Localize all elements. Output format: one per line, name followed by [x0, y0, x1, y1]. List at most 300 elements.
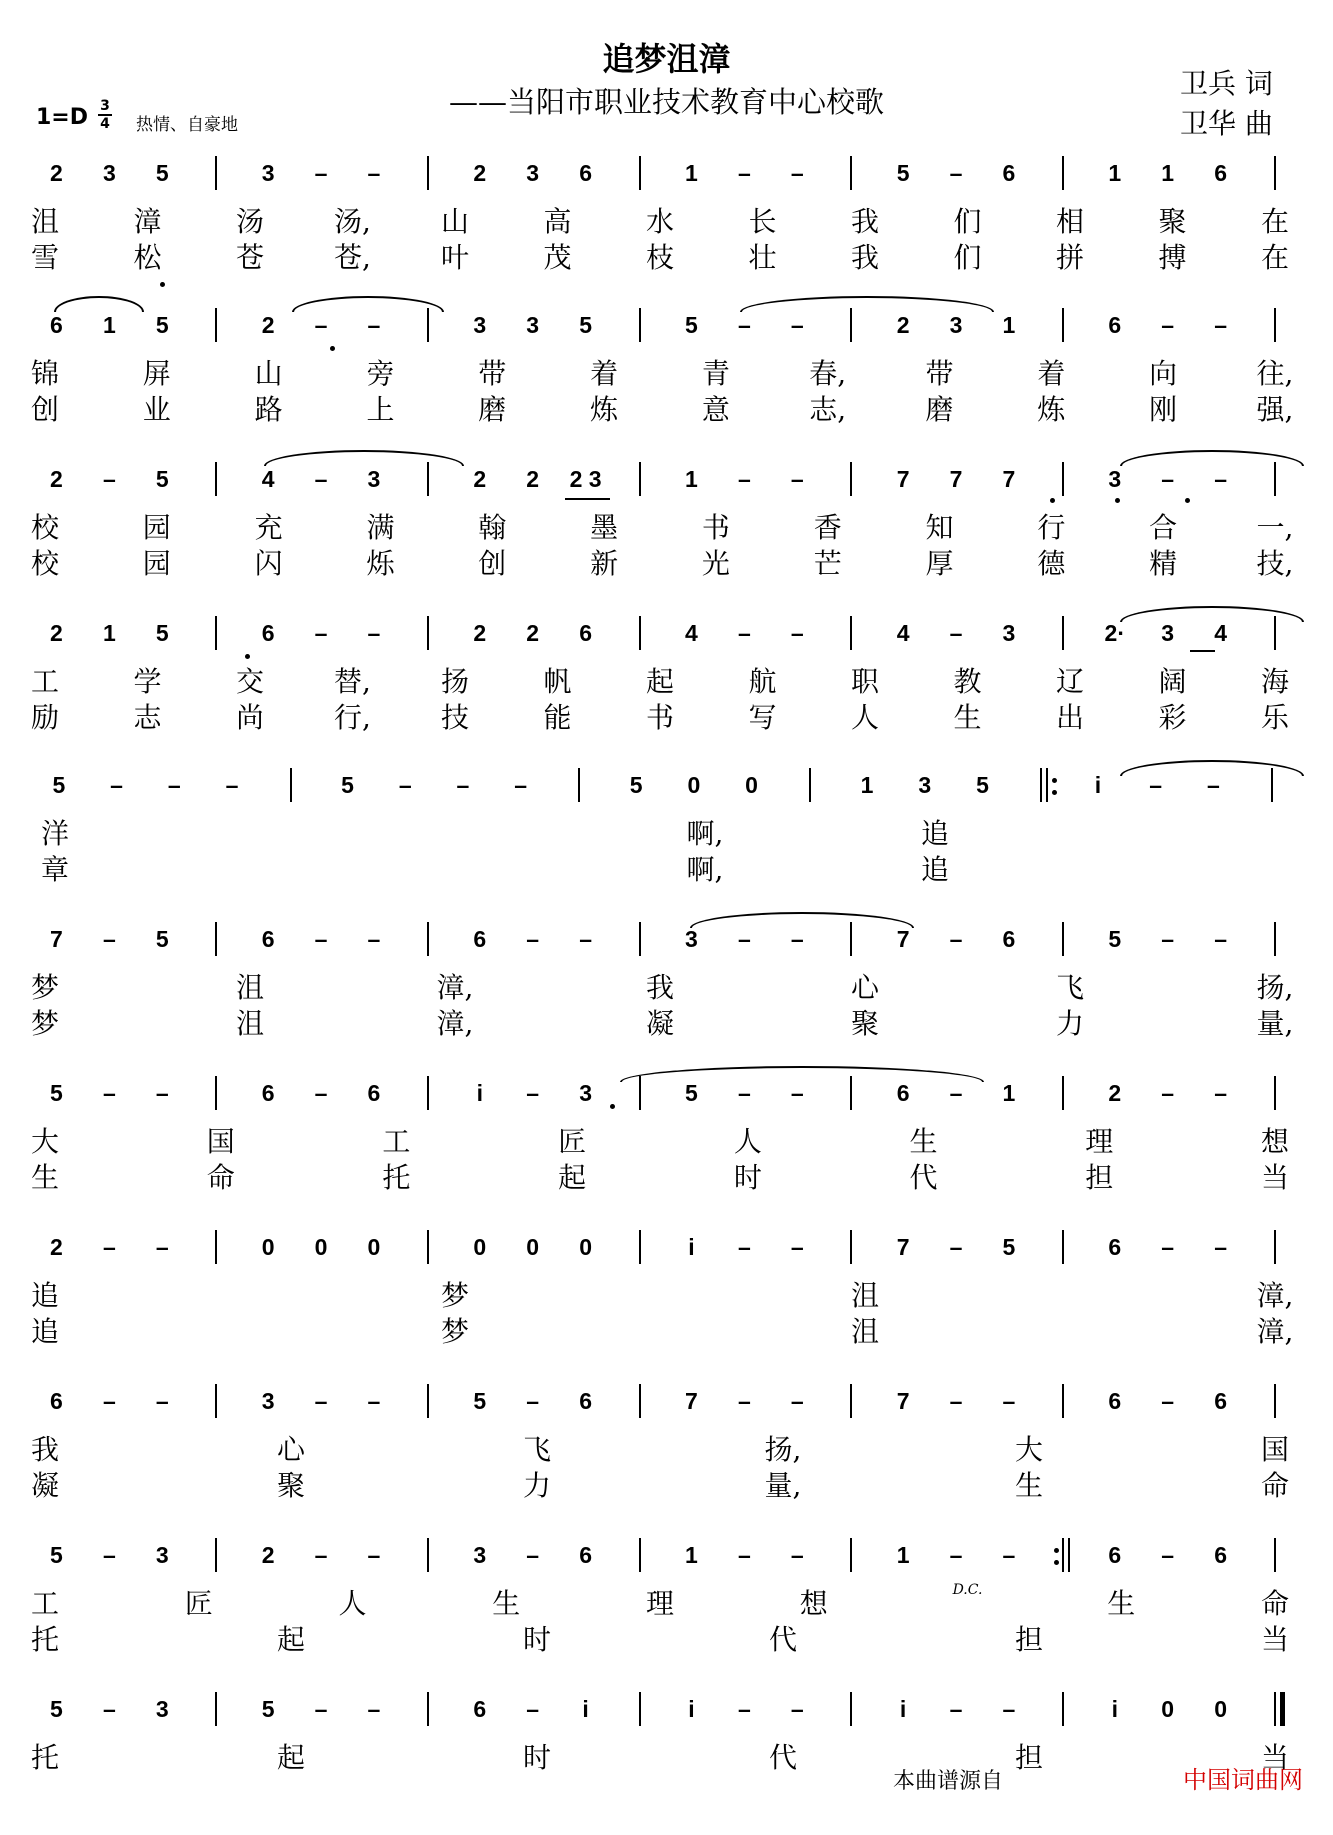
note: – — [737, 160, 751, 186]
lyric-syllable: 量, — [764, 1469, 802, 1502]
note: 5 — [52, 772, 66, 798]
lyric-syllable: 创 — [30, 393, 59, 426]
lyric-syllable: 命 — [1260, 1469, 1289, 1502]
page-subtitle: ——当阳市职业技术教育中心校歌 — [448, 85, 884, 119]
lyric-syllable: 屏 — [142, 357, 171, 390]
note: – — [949, 1542, 963, 1568]
lyric-syllable: 志 — [133, 701, 162, 734]
barline — [639, 156, 641, 190]
lyric-syllable: 一, — [1256, 511, 1294, 544]
note: – — [790, 1234, 804, 1260]
note: – — [790, 1080, 804, 1106]
note: – — [398, 772, 412, 798]
barline — [1062, 922, 1064, 956]
note: 5 — [579, 312, 592, 338]
note: – — [367, 1696, 381, 1722]
note: i — [582, 1696, 589, 1722]
octave-dot — [1185, 498, 1190, 503]
note: – — [737, 1234, 751, 1260]
barline — [639, 922, 641, 956]
note: 5 — [50, 1080, 63, 1106]
lyric-syllable: 刚 — [1149, 393, 1178, 426]
lyric-syllable: 业 — [142, 393, 171, 426]
lyric-syllable: 带 — [925, 357, 954, 390]
note: – — [367, 160, 381, 186]
note: 1 — [102, 312, 116, 338]
note: 2 — [50, 466, 63, 492]
underline-mark — [565, 498, 610, 500]
note: – — [367, 1388, 381, 1414]
lyric-syllable: 匠 — [558, 1125, 587, 1158]
lyric-syllable: 凝 — [645, 1007, 674, 1040]
note: – — [314, 1696, 328, 1722]
lyric-syllable: 满 — [366, 511, 395, 544]
barline — [427, 1230, 429, 1264]
tie-slur — [690, 912, 914, 928]
note: 1 — [896, 1542, 910, 1568]
note: – — [1206, 772, 1220, 798]
note: 5 — [155, 312, 169, 338]
note: – — [314, 466, 328, 492]
lyric-syllable: 担 — [1085, 1161, 1114, 1194]
note: 2· — [1104, 620, 1125, 646]
note: 5 — [1002, 1234, 1016, 1260]
lyric-syllable: 海 — [1260, 665, 1289, 698]
note: – — [1002, 1542, 1016, 1568]
tie-slur — [740, 296, 994, 312]
barline — [215, 922, 217, 956]
note: – — [314, 1080, 328, 1106]
note: – — [314, 160, 328, 186]
note: 6 — [1108, 1542, 1122, 1568]
lyric-syllable: 工 — [30, 1587, 59, 1620]
note: 5 — [685, 1080, 698, 1106]
lyric-syllable: 校 — [30, 511, 59, 544]
note: 7 — [896, 926, 910, 952]
lyric-syllable: 生 — [492, 1587, 521, 1620]
tempo-marking: 热情、自豪地 — [136, 115, 238, 135]
lyric-syllable: 交 — [235, 665, 264, 698]
lyric-syllable: 托 — [30, 1623, 59, 1656]
barline — [850, 308, 852, 342]
note: 2 — [526, 466, 540, 492]
note: 1 — [685, 1542, 698, 1568]
note: – — [949, 1696, 963, 1722]
note: – — [1161, 1542, 1175, 1568]
note: 6 — [1108, 1234, 1122, 1260]
lyric-syllable: 锦 — [30, 357, 59, 390]
lyric-syllable: 我 — [850, 205, 879, 238]
lyric-syllable: 烁 — [366, 547, 395, 580]
note: – — [102, 1234, 116, 1260]
lyric-syllable: 技 — [440, 701, 469, 734]
note: 6 — [1002, 926, 1016, 952]
note: 0 — [1161, 1696, 1175, 1722]
barline — [427, 308, 429, 342]
note: 6 — [579, 1388, 592, 1414]
barline — [1274, 1384, 1276, 1418]
time-signature-top: 3 — [98, 98, 112, 116]
lyric-syllable: 校 — [30, 547, 59, 580]
barline-double — [1280, 1692, 1285, 1726]
lyric-syllable: 力 — [522, 1469, 551, 1502]
lyric-syllable: 们 — [953, 205, 982, 238]
lyric-syllable: 大 — [30, 1125, 59, 1158]
tie-slur — [264, 450, 464, 466]
note: – — [1214, 312, 1227, 338]
note: – — [1214, 1080, 1227, 1106]
lyric-syllable: 茂 — [543, 241, 572, 274]
lyric-syllable: 写 — [748, 701, 777, 734]
note: 4 — [1214, 620, 1227, 646]
lyric-syllable: 充 — [254, 511, 283, 544]
note: 6 — [579, 620, 592, 646]
lyric-syllable: 国 — [206, 1125, 235, 1158]
lyric-syllable: 汤, — [334, 205, 371, 238]
note: – — [790, 312, 804, 338]
note: – — [314, 926, 328, 952]
lyric-syllable: 香 — [813, 511, 842, 544]
note: 7 — [896, 1234, 910, 1260]
note: – — [1214, 926, 1227, 952]
note: 5 — [341, 772, 354, 798]
note: – — [1161, 1388, 1175, 1414]
note: 3 — [685, 926, 698, 952]
note: – — [314, 620, 328, 646]
note: – — [1161, 466, 1175, 492]
lyric-syllable: 合 — [1149, 511, 1178, 544]
lyric-syllable: 漳, — [436, 971, 474, 1004]
note: 0 — [261, 1234, 275, 1260]
barline — [215, 1692, 217, 1726]
lyric-syllable: 着 — [590, 357, 619, 390]
note: 3 — [579, 1080, 592, 1106]
note: 6 — [579, 160, 592, 186]
lyric-syllable: 生 — [1107, 1587, 1136, 1620]
barline — [215, 1538, 217, 1572]
note: 0 — [1214, 1696, 1227, 1722]
barline — [427, 1538, 429, 1572]
barline — [850, 1384, 852, 1418]
note: i — [1094, 772, 1102, 798]
barline — [427, 1692, 429, 1726]
lyric-syllable: 沮 — [235, 971, 264, 1004]
barline — [215, 462, 217, 496]
barline — [215, 1384, 217, 1418]
lyric-syllable: 炼 — [1037, 393, 1066, 426]
note: – — [102, 1388, 116, 1414]
note: – — [367, 926, 381, 952]
barline — [1062, 462, 1064, 496]
barline — [850, 1538, 852, 1572]
lyric-syllable: 人 — [733, 1125, 762, 1158]
lyric-syllable: 搏 — [1158, 241, 1187, 274]
lyric-syllable: 生 — [953, 701, 982, 734]
lyric-syllable: 生 — [30, 1161, 59, 1194]
lyric-syllable: 青 — [701, 357, 730, 390]
barline — [1274, 462, 1276, 496]
lyricist-credit: 卫兵 词 — [1180, 67, 1273, 100]
barline — [427, 462, 429, 496]
lyric-syllable: 人 — [850, 701, 879, 734]
lyric-syllable: 园 — [142, 511, 171, 544]
note: 6 — [261, 1080, 275, 1106]
composer-credit: 卫华 曲 — [1180, 107, 1273, 140]
note: 3 — [526, 312, 540, 338]
lyric-syllable: 追 — [30, 1279, 59, 1312]
tie-slur — [54, 296, 144, 312]
lyric-syllable: 代 — [768, 1623, 797, 1656]
note: – — [949, 1234, 963, 1260]
note: 2 — [50, 160, 63, 186]
lyric-syllable: 扬, — [764, 1433, 802, 1466]
note: – — [737, 1388, 751, 1414]
lyric-syllable: 新 — [590, 547, 619, 580]
lyric-syllable: 啊, — [686, 853, 724, 886]
note: – — [102, 926, 116, 952]
lyric-syllable: 励 — [30, 701, 59, 734]
note: – — [790, 1696, 804, 1722]
note: – — [456, 772, 470, 798]
lyric-syllable: 辽 — [1055, 665, 1084, 698]
note: 6 — [1002, 160, 1016, 186]
note: – — [155, 1234, 169, 1260]
octave-dot — [245, 654, 250, 659]
barline — [1062, 616, 1064, 650]
barline — [215, 1076, 217, 1110]
note: 1 — [1002, 1080, 1016, 1106]
lyric-syllable: 替, — [334, 665, 371, 698]
note: 0 — [526, 1234, 540, 1260]
note: 6 — [1214, 160, 1227, 186]
barline — [1062, 1230, 1064, 1264]
note: 5 — [629, 772, 643, 798]
note: i — [688, 1696, 695, 1722]
note: 6 — [896, 1080, 910, 1106]
barline — [427, 1384, 429, 1418]
note: – — [1002, 1696, 1016, 1722]
barline — [1274, 308, 1276, 342]
note: 6 — [367, 1080, 381, 1106]
lyric-syllable: 我 — [645, 971, 674, 1004]
note: – — [949, 620, 963, 646]
note: i — [688, 1234, 695, 1260]
lyric-syllable: 托 — [382, 1161, 411, 1194]
lyric-syllable: 学 — [133, 665, 162, 698]
note: 3 — [473, 312, 487, 338]
lyric-syllable: 乐 — [1260, 701, 1289, 734]
note: 3 — [1108, 466, 1122, 492]
note: 6 — [1214, 1542, 1227, 1568]
note: 5 — [896, 160, 910, 186]
lyric-syllable: 强, — [1256, 393, 1294, 426]
lyric-syllable: 壮 — [748, 241, 777, 274]
lyric-syllable: 能 — [543, 701, 572, 734]
note: 3 — [155, 1542, 169, 1568]
note: – — [737, 1080, 751, 1106]
repeat-dot — [1054, 1548, 1059, 1553]
note: 4 — [685, 620, 698, 646]
lyric-syllable: 园 — [142, 547, 171, 580]
lyric-syllable: 书 — [701, 511, 730, 544]
barline — [1062, 1538, 1064, 1572]
note: – — [367, 620, 381, 646]
lyric-syllable: 漳, — [1256, 1279, 1294, 1312]
note: – — [737, 926, 751, 952]
octave-dot — [330, 346, 335, 351]
tie-slur — [1120, 760, 1304, 776]
lyric-syllable: 漳, — [1256, 1315, 1294, 1348]
note: – — [514, 772, 528, 798]
octave-dot — [1115, 498, 1120, 503]
barline — [215, 308, 217, 342]
note: – — [526, 1388, 540, 1414]
note: – — [790, 1388, 804, 1414]
note: 5 — [50, 1542, 63, 1568]
lyric-syllable: 凝 — [30, 1469, 59, 1502]
note: 0 — [687, 772, 701, 798]
lyric-syllable: 叶 — [440, 241, 469, 274]
note: 4 — [896, 620, 910, 646]
lyric-syllable: 起 — [276, 1741, 305, 1774]
note: – — [526, 1080, 540, 1106]
lyric-syllable: 我 — [30, 1433, 59, 1466]
lyric-syllable: 理 — [645, 1587, 674, 1620]
lyric-syllable: 枝 — [645, 241, 674, 274]
lyric-syllable: 在 — [1260, 205, 1289, 238]
note: 1 — [685, 160, 698, 186]
lyric-syllable: 想 — [1260, 1125, 1289, 1158]
lyric-syllable: 生 — [909, 1125, 938, 1158]
lyric-syllable: 我 — [850, 241, 879, 274]
lyric-syllable: 职 — [850, 665, 879, 698]
lyric-syllable: 梦 — [440, 1315, 469, 1348]
lyric-syllable: 扬, — [1256, 971, 1294, 1004]
note: – — [1161, 312, 1175, 338]
barline — [850, 1692, 852, 1726]
note: – — [1002, 1388, 1016, 1414]
lyric-syllable: 人 — [338, 1587, 367, 1620]
note: 3 — [261, 1388, 275, 1414]
lyric-syllable: 芒 — [813, 547, 842, 580]
note: 5 — [1108, 926, 1122, 952]
note: 3 — [949, 312, 963, 338]
tie-slur — [1120, 450, 1304, 466]
note: – — [225, 772, 239, 798]
lyric-syllable: 章 — [40, 853, 69, 886]
lyric-syllable: 理 — [1085, 1125, 1114, 1158]
note: – — [102, 1542, 116, 1568]
note: – — [737, 466, 751, 492]
barline — [1062, 156, 1064, 190]
note: – — [790, 466, 804, 492]
note: 7 — [949, 466, 963, 492]
lyric-syllable: 聚 — [1158, 205, 1187, 238]
tie-slur — [620, 1066, 984, 1082]
note: 1 — [1161, 160, 1175, 186]
lyric-syllable: 山 — [440, 205, 469, 238]
note: 3 — [526, 160, 540, 186]
note: 2 — [473, 620, 487, 646]
lyric-syllable: 尚 — [235, 701, 264, 734]
note: – — [102, 466, 116, 492]
barline-double — [1046, 768, 1048, 802]
barline — [1062, 1384, 1064, 1418]
lyric-syllable: 高 — [543, 205, 572, 238]
lyric-syllable: 担 — [1014, 1623, 1043, 1656]
lyric-syllable: 松 — [133, 241, 162, 274]
note: i — [899, 1696, 907, 1722]
note: 7 — [1002, 466, 1016, 492]
barline-double — [1068, 1538, 1070, 1572]
note: – — [155, 1388, 169, 1414]
lyric-syllable: 沮 — [850, 1315, 879, 1348]
note: 3 — [367, 466, 381, 492]
note: 2 — [50, 1234, 63, 1260]
lyric-syllable: 上 — [366, 393, 395, 426]
note: 3 — [155, 1696, 169, 1722]
note: 5 — [155, 620, 169, 646]
lyric-syllable: 着 — [1037, 357, 1066, 390]
lyric-syllable: 起 — [276, 1623, 305, 1656]
lyric-syllable: 命 — [1260, 1587, 1289, 1620]
lyric-syllable: 时 — [522, 1623, 551, 1656]
note: 6 — [579, 1542, 592, 1568]
note: 6 — [473, 926, 487, 952]
note: 5 — [685, 312, 698, 338]
lyric-syllable: 生 — [1014, 1469, 1043, 1502]
note: – — [949, 1388, 963, 1414]
note: 5 — [155, 160, 169, 186]
lyric-syllable: 飞 — [522, 1433, 551, 1466]
lyric-syllable: 托 — [30, 1741, 59, 1774]
lyric-syllable: 代 — [909, 1161, 938, 1194]
lyric-syllable: 路 — [254, 393, 283, 426]
lyric-syllable: 心 — [850, 971, 879, 1004]
lyric-syllable: 时 — [522, 1741, 551, 1774]
barline — [639, 1384, 641, 1418]
lyric-syllable: 航 — [748, 665, 777, 698]
octave-dot — [610, 1104, 615, 1109]
lyric-syllable: 厚 — [925, 547, 954, 580]
note: 1 — [685, 466, 698, 492]
lyric-syllable: 漳, — [436, 1007, 474, 1040]
note: 5 — [261, 1696, 275, 1722]
barline — [1062, 1076, 1064, 1110]
lyric-syllable: 磨 — [925, 393, 954, 426]
lyric-syllable: 行 — [1037, 511, 1066, 544]
lyric-syllable: 闪 — [254, 547, 283, 580]
lyric-syllable: 工 — [30, 665, 59, 698]
note: – — [949, 160, 963, 186]
note: 2 — [473, 466, 487, 492]
lyric-syllable: 时 — [733, 1161, 762, 1194]
note: 3 — [918, 772, 932, 798]
note: 2 3 — [569, 466, 602, 492]
note: – — [737, 1696, 751, 1722]
lyric-syllable: 想 — [799, 1587, 828, 1620]
lyric-syllable: 们 — [953, 241, 982, 274]
lyric-syllable: 春, — [809, 357, 847, 390]
lyric-syllable: 水 — [645, 205, 674, 238]
lyric-syllable: 苍, — [334, 241, 371, 274]
lyric-syllable: 梦 — [440, 1279, 469, 1312]
lyric-syllable: 拼 — [1055, 241, 1084, 274]
barline — [215, 1230, 217, 1264]
lyric-syllable: 聚 — [850, 1007, 879, 1040]
lyric-syllable: 书 — [645, 701, 674, 734]
note: – — [1214, 466, 1227, 492]
